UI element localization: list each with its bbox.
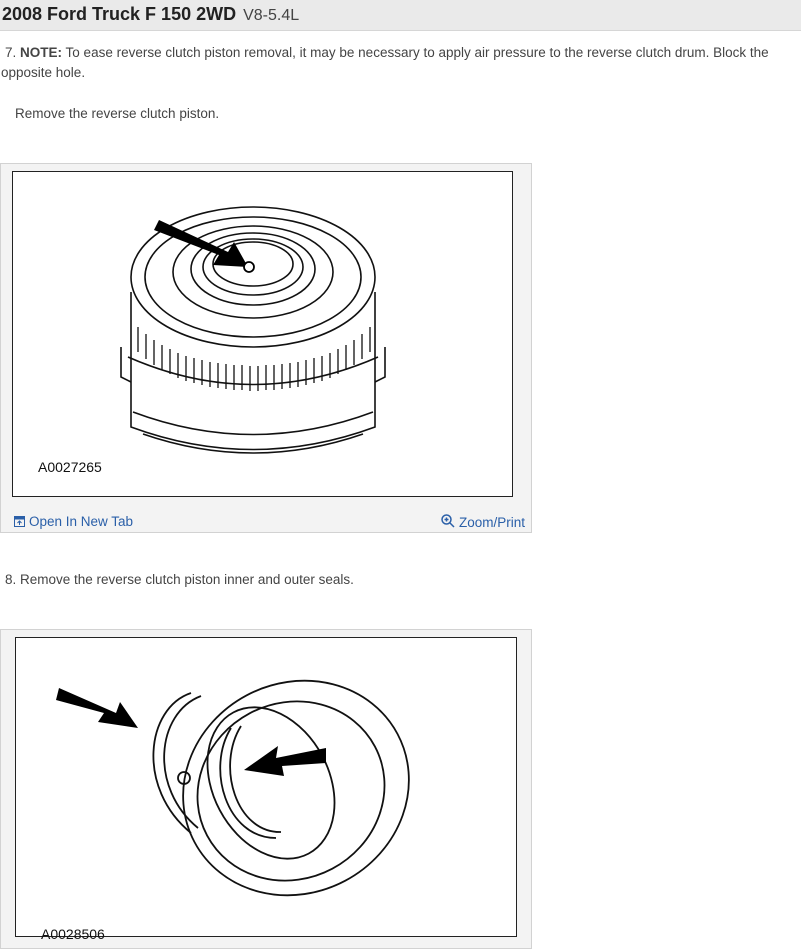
zoom-print-label: Zoom/Print [458, 515, 525, 530]
vehicle-title: 2008 Ford Truck F 150 2WD [2, 4, 237, 24]
step-7-number: 7. [5, 45, 17, 60]
zoom-in-icon [441, 514, 455, 531]
page-title [2, 4, 299, 25]
note-label: NOTE: [20, 45, 63, 60]
figure-1-code: A0027265 [38, 459, 102, 475]
step-8-instruction: 8. Remove the reverse clutch piston inner and outer seals. [5, 572, 354, 587]
figure-1-footer [1, 509, 531, 533]
note-text: To ease reverse clutch piston removal, it may be necessary to apply air pressure to the reverse clutch drum. Block the opposite hole. [1, 45, 769, 80]
figure-piston-seals [0, 629, 532, 949]
page-header [0, 0, 801, 31]
figure-1-illustration [12, 171, 513, 497]
step-7-note [1, 43, 791, 83]
open-new-tab-icon [14, 515, 25, 530]
piston-seals-drawing [16, 638, 518, 938]
figure-reverse-clutch-piston [0, 163, 532, 533]
open-in-new-tab-label: Open In New Tab [29, 514, 134, 529]
engine-label: V8-5.4L [243, 7, 300, 24]
open-in-new-tab-link[interactable] [14, 514, 133, 530]
step-7-instruction: Remove the reverse clutch piston. [15, 106, 220, 121]
clutch-drum-drawing [13, 172, 514, 498]
zoom-print-link[interactable] [441, 514, 525, 531]
figure-2-code: A0028506 [41, 926, 105, 942]
figure-2-illustration [15, 637, 517, 942]
